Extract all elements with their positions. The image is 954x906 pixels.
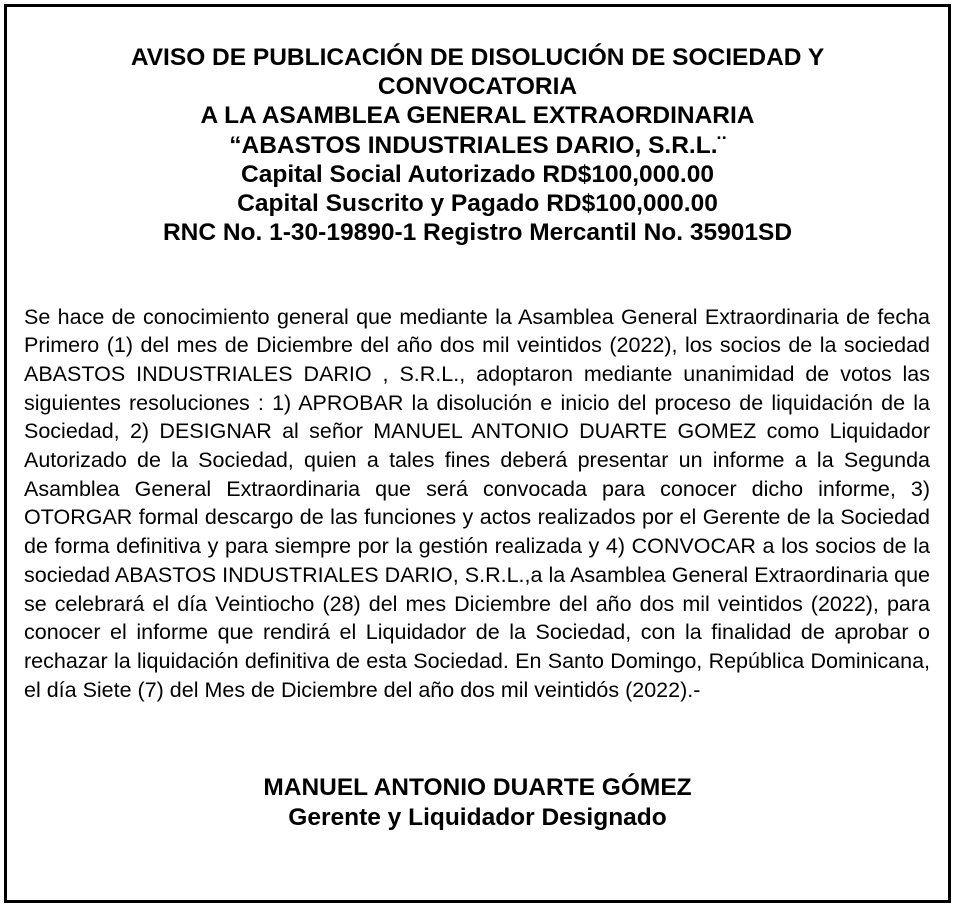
registry-numbers: RNC No. 1-30-19890-1 Registro Mercantil No. 35901SD <box>162 219 793 247</box>
authorized-capital: Capital Social Autorizado RD$100,000.00 <box>241 160 714 188</box>
signature-block <box>27 773 928 833</box>
notice-title-line-3: A LA ASAMBLEA GENERAL EXTRAORDINARIA <box>200 102 755 130</box>
notice-body-paragraph: Se hace de conocimiento general que mediante la Asamblea General Extraordinaria de fecha Primero (1) del mes de Diciembre del año dos mil veintidos (2022), los socios de la sociedad ABASTOS INDUSTRIALES DARIO , S.R.L., adoptaron mediante unanimidad de votos las siguientes resoluciones : 1) APROBAR la disolución e inicio del proceso de liquidación de la Sociedad, 2) DESIGNAR al señor MANUEL ANTONIO DUARTE GOMEZ como Liquidador Autorizado de la Sociedad, quien a tales fines deberá presentar un informe a la Segunda Asamblea General Extraordinaria que será convocada para conocer dicho informe, 3) OTORGAR formal descargo de las funciones y actos realizados por el Gerente de la Sociedad de forma definitiva y para siempre por la gestión realizada y 4) CONVOCAR a los socios de la sociedad ABASTOS INDUSTRIALES DARIO, S.R.L.,a la Asamblea General Extraordinaria que se celebrará el día Veintiocho (28) del mes Diciembre del año dos mil veintidos (2022), para conocer el informe que rendirá el Liquidador de la Sociedad, con la finalidad de aprobar o rechazar la liquidación definitiva de esta Sociedad. En Santo Domingo, República Dominicana, el día Siete (7) del Mes de Diciembre del año dos mil veintidós (2022).- <box>24 304 930 702</box>
legal-notice-frame <box>4 4 951 903</box>
subscribed-capital: Capital Suscrito y Pagado RD$100,000.00 <box>237 190 718 218</box>
notice-title-line-1: AVISO DE PUBLICACIÓN DE DISOLUCIÓN DE SOCIEDAD Y <box>130 44 825 71</box>
notice-title-line-2: CONVOCATORIA <box>377 73 578 101</box>
signatory-title: Gerente y Liquidador Designado <box>288 804 667 831</box>
notice-heading <box>27 43 928 247</box>
signatory-name: MANUEL ANTONIO DUARTE GÓMEZ <box>263 774 692 801</box>
company-name: “ABASTOS INDUSTRIALES DARIO, S.R.L.¨ <box>229 131 726 159</box>
